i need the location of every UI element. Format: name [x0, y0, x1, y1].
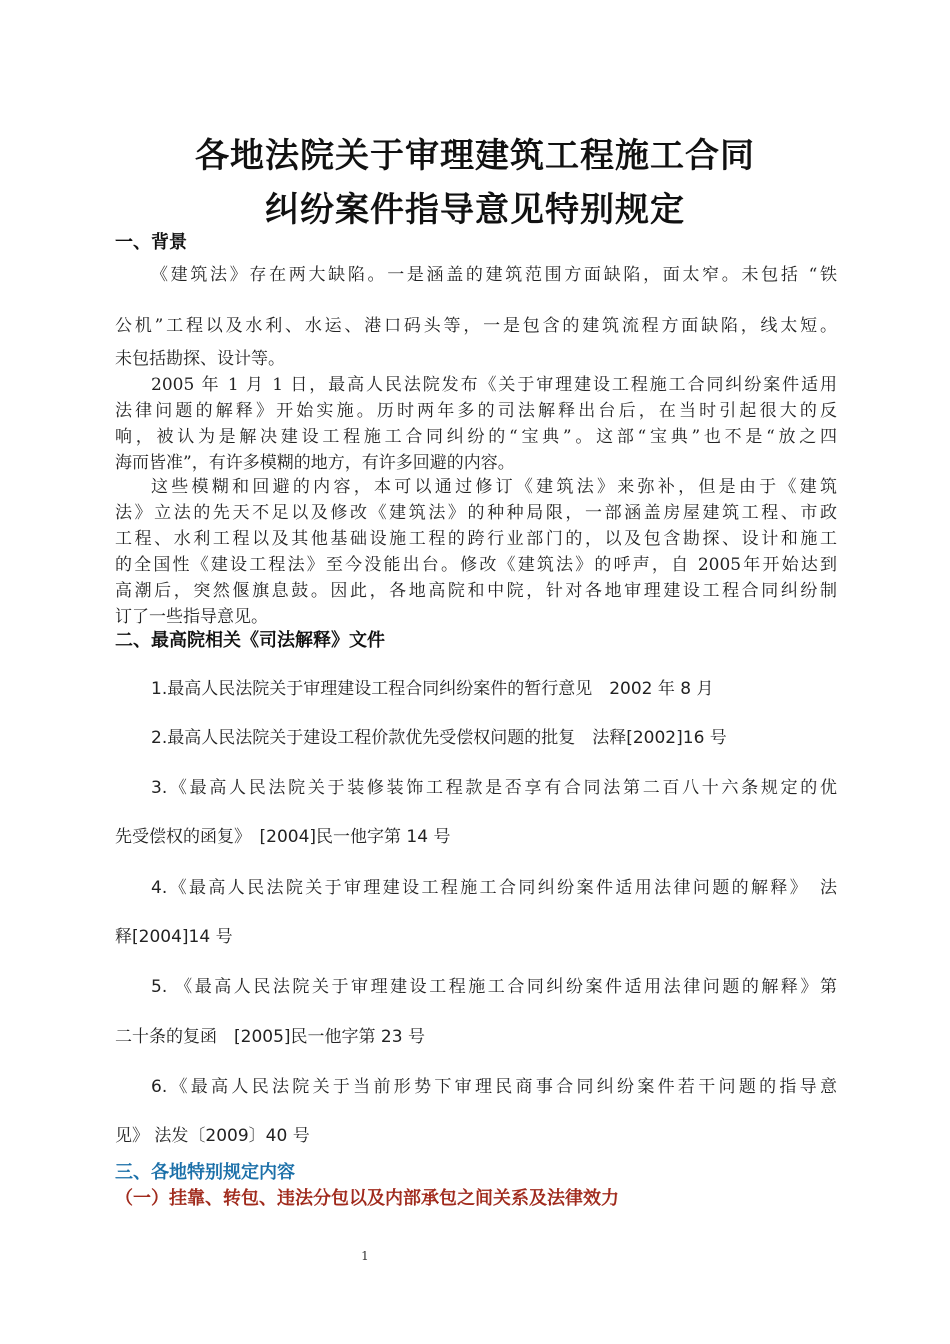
text-line: 工程、水利工程以及其他基础设施工程的跨行业部门的，以及包含勘探、设计和施工 — [115, 529, 837, 549]
section-1-paragraph-3 — [115, 474, 837, 630]
title-line-2: 纠纷案件指导意见特别规定 — [265, 190, 685, 230]
text-line: 未包括勘探、设计等。 — [115, 349, 285, 369]
text-line: 的全国性《建设工程法》至今没能出台。修改《建筑法》的呼声，自 2005年开始达到 — [115, 555, 837, 575]
section-2-heading: 二、最高院相关《司法解释》文件 — [115, 630, 385, 651]
list-item-5: 5. 《最高人民法院关于审理建设工程施工合同纠纷案件适用法律问题的解释》第 — [151, 977, 837, 997]
text-line: 高潮后，突然偃旗息鼓。因此，各地高院和中院，针对各地审理建设工程合同纠纷制 — [115, 581, 837, 601]
text-line: 订了一些指导意见。 — [115, 607, 268, 627]
list-item-2: 2.最高人民法院关于建设工程价款优先受偿权问题的批复 法释[2002]16 号 — [151, 728, 727, 748]
section-1-paragraph-1 — [115, 262, 837, 288]
list-item-3: 3.《最高人民法院关于装修装饰工程款是否享有合同法第二百八十六条规定的优 — [151, 778, 837, 798]
section-1-paragraph-2 — [115, 372, 837, 476]
section-1-paragraph-1-end — [115, 346, 837, 372]
list-item-4: 4.《最高人民法院关于审理建设工程施工合同纠纷案件适用法律问题的解释》 法 — [151, 878, 837, 898]
list-item-4-cont: 释[2004]14 号 — [115, 927, 233, 947]
list-item-3-cont: 先受偿权的函复》 [2004]民一他字第 14 号 — [115, 827, 451, 847]
title-line-1: 各地法院关于审理建筑工程施工合同 — [195, 136, 755, 176]
text-line: 法》立法的先天不足以及修改《建筑法》的种种局限，一部涵盖房屋建筑工程、市政 — [115, 503, 837, 523]
text-line: 法律问题的解释》开始实施。历时两年多的司法解释出台后，在当时引起很大的反 — [115, 401, 837, 421]
text-line: 这些模糊和回避的内容，本可以通过修订《建筑法》来弥补，但是由于《建筑 — [151, 477, 837, 497]
text-line: 《建筑法》存在两大缺陷。一是涵盖的建筑范围方面缺陷，面太窄。未包括 “铁 — [151, 265, 837, 285]
section-1-heading: 一、背景 — [115, 232, 187, 253]
section-3-subheading: （一）挂靠、转包、违法分包以及内部承包之间关系及法律效力 — [115, 1188, 619, 1209]
list-item-5-cont: 二十条的复函 [2005]民一他字第 23 号 — [115, 1027, 425, 1047]
text-line: 2005 年 1 月 1 日，最高人民法院发布《关于审理建设工程施工合同纠纷案件适用 — [151, 375, 837, 395]
page-number: 1 — [361, 1249, 369, 1263]
section-3-heading: 三、各地特别规定内容 — [115, 1162, 295, 1183]
list-item-1: 1.最高人民法院关于审理建设工程合同纠纷案件的暂行意见 2002 年 8 月 — [151, 679, 714, 699]
text-line: 公机”工程以及水利、水运、港口码头等，一是包含的建筑流程方面缺陷，线太短。 — [115, 316, 837, 336]
list-item-6-cont: 见》 法发〔2009〕40 号 — [115, 1126, 310, 1146]
list-item-6: 6.《最高人民法院关于当前形势下审理民商事合同纠纷案件若干问题的指导意 — [151, 1077, 837, 1097]
section-1-paragraph-1-cont — [115, 313, 837, 339]
text-line: 海而皆准”，有许多模糊的地方，有许多回避的内容。 — [115, 453, 515, 473]
text-line: 响，被认为是解决建设工程施工合同纠纷的“宝典”。这部“宝典”也不是“放之四 — [115, 427, 838, 447]
